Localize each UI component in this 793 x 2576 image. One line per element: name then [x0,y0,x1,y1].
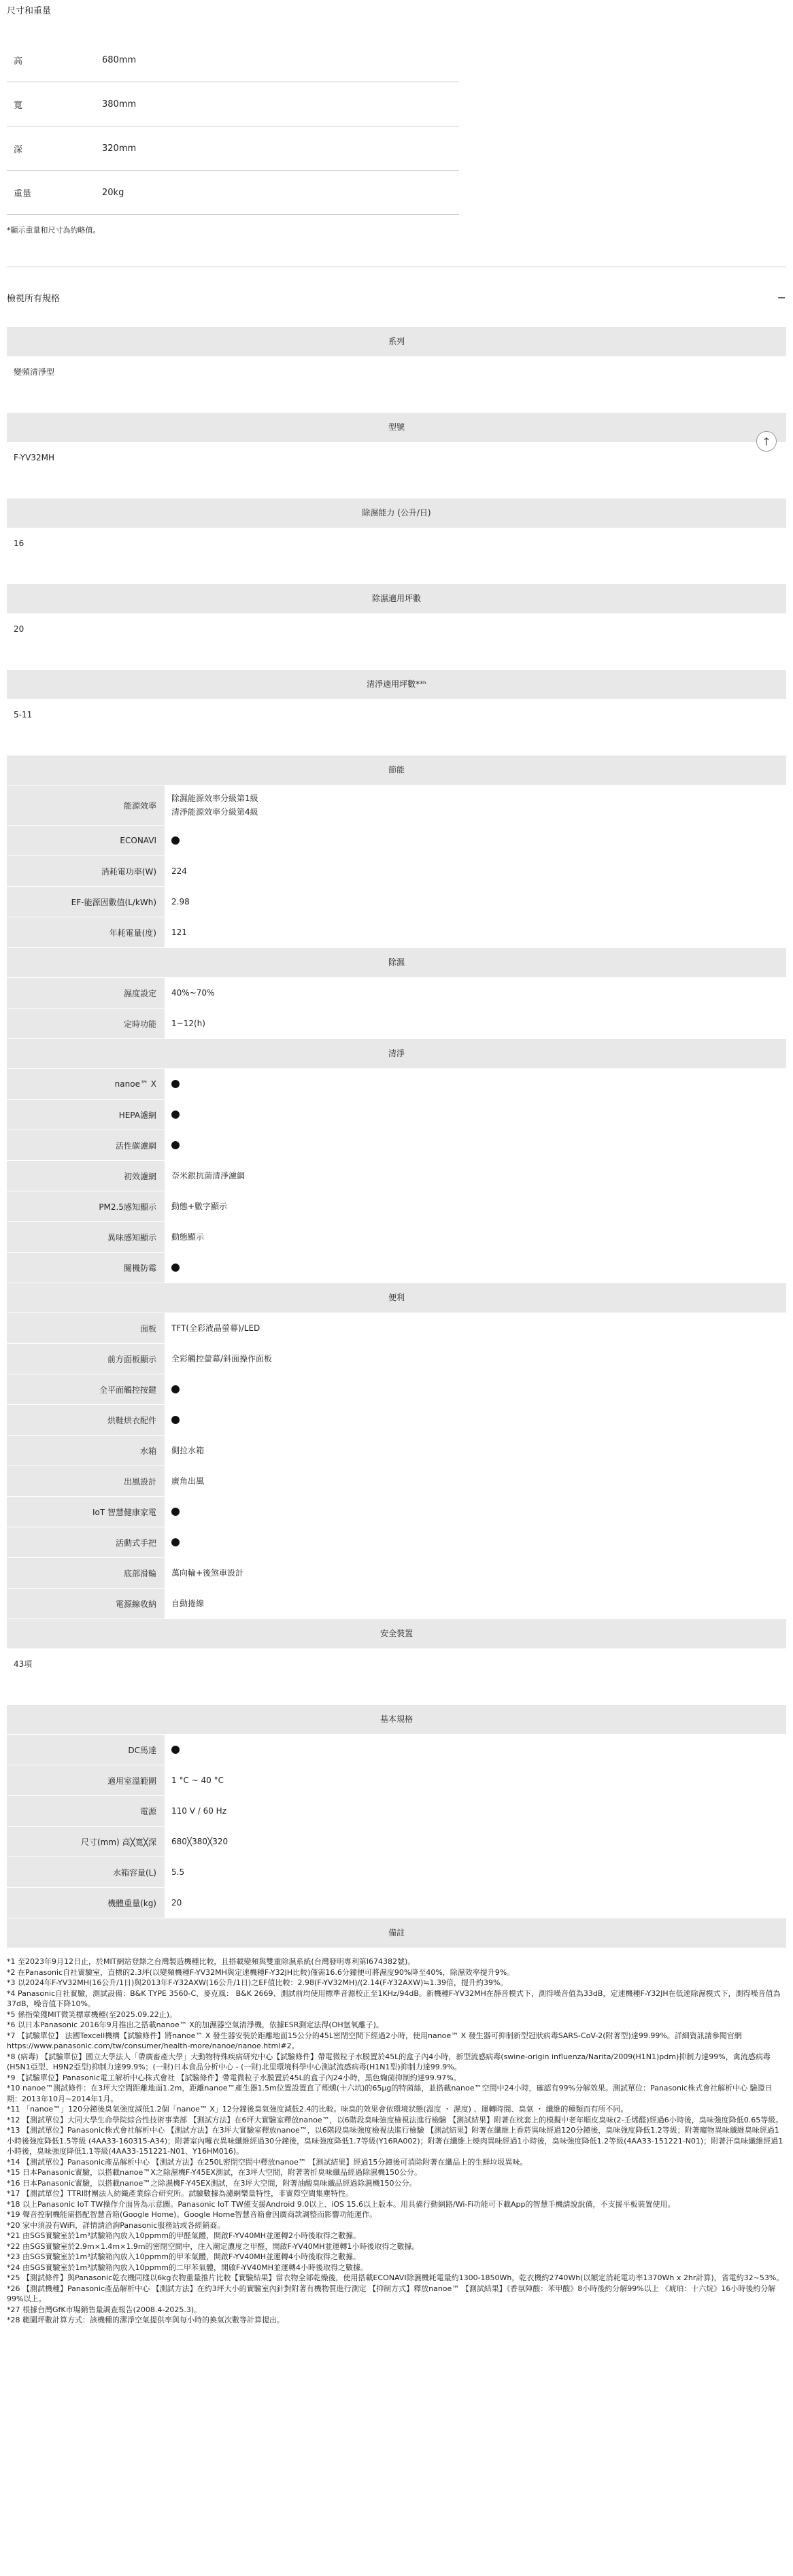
spec-value: 側拉水箱 [171,1446,205,1455]
section-header-safety: 安全裝置 [7,1619,786,1648]
spec-row [7,785,786,825]
spec-label: 全平面觸控按鍵 [7,1374,165,1404]
spec-label: 濕度設定 [7,978,165,1008]
spec-label: 適用室溫範圍 [7,1765,165,1795]
spec-label: 機體重量(kg) [7,1888,165,1918]
footnote-item: *20 家中須設有WiFi，詳情請洽詢Panasonic服務站或各經銷商。 [7,2220,225,2230]
dimension-value: 20kg [102,187,124,198]
footnote-item: *23 由SGS實驗室於1m³試驗箱內放入10ppmm的甲苯氣體，開啟F-YV40MH並運轉4小時後取得之數據。 [7,2252,360,2261]
spec-label: 能源效率 [7,785,165,825]
check-dot-icon [171,1141,180,1149]
spec-value: 224 [171,866,187,876]
dimension-value: 380mm [102,99,137,109]
dimension-label: 深 [14,144,23,155]
spec-value: 1~12(h) [171,1019,205,1028]
spec-value: 萬向輪+後煞車設計 [171,1568,244,1578]
spec-row [7,1344,786,1374]
spec-row [7,1253,786,1283]
spec-row [7,887,786,917]
spec-row [7,1857,786,1887]
spec-label: 消耗電功率(W) [7,856,165,886]
spec-accordion-header[interactable] [0,267,793,327]
spec-row [7,1796,786,1826]
back-to-top-button[interactable] [756,431,777,452]
spec-value: 680╳380╳320 [171,1837,229,1846]
check-dot-icon [171,1080,180,1088]
footnote-item: *14 【測試單位】Panasonic產品解析中心 【測試方法】在250L密閉空間中釋放nanoe™ 【測試結果】經過15分鐘後可消除附著在纖品上的生鮮垃圾異味。 [7,2157,528,2167]
section-header-model: 型號 [7,413,786,442]
check-dot-icon [171,1746,180,1754]
section-header-notes: 備註 [7,1918,786,1948]
spec-row [7,826,786,855]
spec-value: 20 [171,1898,182,1908]
spec-label: 初效濾網 [7,1161,165,1191]
spec-row [7,1589,786,1619]
footnote-item: *26 【測試機種】Panasonic產品解析中心 【測試方法】在約3坪大小的實驗室內針對附著有機物質進行測定 【抑制方式】釋放nanoe™ 【測試結果】《香氛陣酸：苯甲酸》8小時後約分解99%以上 《琥珀：十六烷》16小時後約分解99%以上。 [7,2284,776,2303]
spec-label: 活動式手把 [7,1527,165,1557]
section-header-energy: 節能 [7,756,786,785]
spec-label: 前方面板顯示 [7,1344,165,1374]
spec-label: 年耗電量(度) [7,917,165,947]
spec-label: 電源 [7,1796,165,1826]
spec-row [7,1374,786,1404]
section-header-purify: 清淨 [7,1039,786,1068]
spec-label: 底部滑輪 [7,1558,165,1588]
section-header-series: 系列 [7,327,786,356]
spec-row [7,1161,786,1191]
spec-row [7,1558,786,1588]
footnote-item: *11 「nanoe™」120分鐘後臭氣強度減低1.2個「nanoe™ X」12分鐘後臭氣強度減低2.4的比較。味臭的效果會依環境狀態(溫度 ・ 濕度) 、運轉時間、臭氣 ・ 纖維的種類而有所不同。 [7,2105,628,2114]
spec-label: ECONAVI [7,826,165,855]
section-header-dehumidify: 除濕 [7,948,786,977]
spec-label: 異味感知顯示 [7,1222,165,1252]
spec-label: 尺寸(mm) 高╳寬╳深 [7,1827,165,1857]
dimensions-note: *顯示重量和尺寸為約略值。 [7,226,101,235]
spec-row [7,978,786,1008]
spec-table [7,327,786,1948]
spec-value: 自動捲線 [171,1599,205,1608]
spec-value: 動態+數字顯示 [171,1202,228,1211]
spec-label: 電源線收納 [7,1589,165,1619]
dimensions-table [7,38,459,215]
dimension-row-weight [7,171,459,215]
section-header-dehumidify-capacity: 除濕能力 (公升/日) [7,498,786,528]
dimension-value: 680mm [102,54,137,65]
spec-row [7,1405,786,1435]
spec-label: PM2.5感知顯示 [7,1191,165,1221]
series-value: 變頻清淨型 [14,367,55,377]
spec-value: 全彩觸控螢幕/斜面操作面板 [171,1354,273,1363]
spec-value: 5.5 [171,1867,185,1877]
footnote-item: *1 至2023年9月12日止，於MIT網站登錄之台灣製造機種比較，且搭載變頻與雙重除濕系統(台灣發明專利第I674382號)。 [7,1957,416,1966]
dimension-label: 寬 [14,100,23,111]
dimension-label: 高 [14,56,23,67]
spec-row [7,1466,786,1496]
dehumidify-area-value: 20 [14,624,24,634]
spec-label: 水箱容量(L) [7,1857,165,1887]
dimension-value: 320mm [102,143,137,154]
check-dot-icon [171,1538,180,1546]
footnote-item: *12 【測試單位】大同大學生命學院綜合性技術事業部 【測試方法】在6坪大實驗室釋放nanoe™，以6階段臭味強度檢視法進行檢驗 【測試結果】附著在枕套上的模擬中老年順皮臭味(2-壬烯醛)經過6小時後，臭味強度降低0.65等級。 [7,2115,783,2124]
check-dot-icon [171,1111,180,1119]
spec-label: nanoe™ X [7,1069,165,1099]
spec-value: 動態顯示 [171,1232,205,1242]
dimension-row-height [7,38,459,82]
spec-row [7,1827,786,1857]
spec-row [7,1735,786,1765]
check-dot-icon [171,836,180,845]
footnotes [0,1948,793,2326]
dimension-label: 重量 [14,188,32,199]
spec-label: IoT 智慧健康家電 [7,1497,165,1527]
spec-label: 活性碳濾網 [7,1130,165,1160]
spec-value: 40%~70% [171,988,215,998]
footnote-item: *16 日本Panasonic實驗，以搭載nanoe™之除濕機F-Y45EX測試，在3坪大空間，附著油酸臭味纖品經過除濕機150公分。 [7,2178,417,2188]
spec-value: 110 V / 60 Hz [171,1806,227,1816]
spec-row [7,1100,786,1130]
spec-label: 關機防霉 [7,1253,165,1283]
spec-row [7,1191,786,1221]
spec-label: EF-能源因數值(L/kWh) [7,887,165,917]
footnote-item: *22 由SGS實驗室於2.9m×1.4m×1.9m的密閉空間中，注入潮定濃度之甲醛，開啟F-YV40MH並運轉1小時後取得之數據。 [7,2241,420,2251]
model-value: F-YV32MH [14,453,54,462]
spec-value: 1 °C ~ 40 °C [171,1776,224,1785]
spec-label: 烘鞋烘衣配件 [7,1405,165,1435]
footnote-item: *6 以日本Panasonic 2016年9月推出之搭載nanoe™ X的加濕器空氣清淨機，依據ESR測定法得(OH氫氧離子)。 [7,2020,384,2029]
check-dot-icon [171,1508,180,1516]
spec-row [7,1497,786,1527]
spec-row [7,856,786,886]
dimension-row-width [7,82,459,126]
footnote-item: *17 【測試單位】TTRI財團法人紡織產業綜合研究所。試驗數據為濾網樂量特性，非實際空間集塵特性。 [7,2189,354,2198]
arrow-up-icon: ↑ [762,435,771,448]
footnote-item: *19 聲音控制機能需搭配智慧音箱(Google Home)。Google Home智慧音箱會因廣商款調整而影響功能運作。 [7,2210,377,2219]
spec-value: 奈米銀抗菌清淨濾網 [171,1171,246,1181]
spec-label: 面板 [7,1313,165,1343]
spec-row [7,1130,786,1160]
footnote-item: *21 由SGS實驗室於1m³試驗箱內放入10ppmm的甲醛氣體，開啟F-YV40MH並運轉2小時後取得之數據。 [7,2231,360,2240]
footnote-item: *13 【測試單位】Panasonic株式會社解析中心 【測試方法】在3坪大實驗室釋放nanoe™，以6階段臭味強度檢視法進行檢驗 【測試結果】附著在纖維上香菸異味經過120分鐘後，臭味強度降低1.2等級；附著寵物異味纖維臭味經過1小時後強度降低1.5等級 (4AA33-160315-A34)；附著室內囉衣異味纖維經過30分鐘後，臭味強度降低1.7等級(Y16RA002)；附著在纖維上燒肉異味經過1小時後，臭味強度降低1.2等級(4AA33-151221-N01)；附著汗臭味纖維經過1小時後，臭味強度降低1.1等級(4AA33-151221-N01、Y16HM016)。 [7,2126,783,2156]
section-header-basic: 基本規格 [7,1705,786,1734]
check-dot-icon [171,1416,180,1424]
spec-value: 121 [171,928,187,937]
spec-row [7,1527,786,1557]
footnote-item: *3 以2024年F-YV32MH(16公升/1日)與2013年F-Y32AXW(16公升/1日)之EF值比較：2.98(F-YV32MH)/(2.14(F-Y32AXW)≒1.39倍，提升約39%。 [7,1978,508,1987]
section-header-dehumidify-area: 除濕適用坪數 [7,584,786,613]
footnote-item: *8 (病毒) 【試驗單位】國立大學法人「帶廣畜產大學」大動物特殊疾病研究中心【試驗條件】帶電微粒子水膜置於45L的盒子內4小時，新型流感病毒(swine-origin influenza/Narita/2009(H1N1)pdm)抑制力達99%，禽流感病毒(H5N1亞型、H9N2亞型)抑制力達99.9%；(一財)日本食品分析中心 - (一財)北里環境科學中心測試流感病毒(H1N1型)抑制力達99.9%。 [7,2052,771,2071]
check-dot-icon [171,1385,180,1393]
footnote-item: *15 日本Panasonic實驗，以搭載nanoe™X之除濕機F-Y45EX測試，在3坪大空間，附著著折臭味纖品經過除濕機150公分。 [7,2168,422,2177]
dehumidify-capacity-value: 16 [14,539,24,548]
section-header-convenience: 便利 [7,1283,786,1312]
spec-row [7,1009,786,1038]
spec-value: 廣角出風 [171,1476,205,1486]
footnote-item: *24 由SGS實驗室於1m³試驗箱內放入10ppmm的二甲苯氣體，開啟F-YV40MH並運轉4小時後取得之數據。 [7,2263,368,2272]
section-header-clean-area: 清淨適用坪數*³ʰ [7,670,786,699]
footnote-item: *25 【測試條件】與Panasonic乾衣機同樣以6kg衣物重量推片比較【實驗結果】當衣物全部乾燥後，使用搭載ECONAVI除濕機耗電量約1300-1850Wh，乾衣機約2740Wh(以額定消耗電功率1370Wh x 2hr計算)，省電約32~53%。 [7,2273,784,2282]
footnote-item: *9 【試驗單位】Panasonic電工解析中心株式會社 【試驗條件】帶電微粒子水膜置於45L的盒子內24小時，黑色麴菌抑制約達99.97%。 [7,2073,461,2082]
footnote-item: *27 根據台灣GfK市場銷售量調查報告(2008.4-2025.3)。 [7,2305,202,2314]
spec-label: 水箱 [7,1436,165,1465]
footnote-item: *4 Panasonic自社實驗，測試設備：B&K TYPE 3560-C、麥克風： B&K 2669、測試前均使用標準音源校正至1KHz/94dB。新機種F-YV32MH在靜音模式下，測得噪音值為33dB，定速機種F-Y32JH在低速除濕模式下，測得噪音值為37dB，噪音值下降10%。 [7,1988,781,2008]
dimensions-title: 尺寸和重量 [7,6,52,16]
spec-row [7,1313,786,1343]
spec-row [7,1888,786,1918]
footnote-item: *5 係指榮獲MIT微笑標章機種(至2025.09.22止)。 [7,2010,178,2019]
spec-title: 檢視所有規格 [7,293,61,304]
spec-value: TFT(全彩液晶螢幕)/LED [171,1323,260,1333]
footnote-item: *2 在Panasonic自社實驗室，直標的2.3坪(以變頻機種F-YV32MH與定速機種F-Y32JH比較)僅需16.6分鐘便可將濕度90%降至40%，除濕效率提升9%。 [7,1967,515,1977]
safety-value: 43項 [14,1659,33,1669]
footnote-item: *18 以上Panasonic IoT TW操作介面皆為示意圖。Panasonic IoT TW僅支援Android 9.0以上、iOS 15.6以上版本。用具備行動網路/Wi-Fi功能可下載App的智慧手機請說說備，不支援平板裝置使用。 [7,2199,675,2209]
spec-row [7,1765,786,1795]
footnote-item: *10 nanoe™測試條件：在3坪大空間距離地面1.2m，距離nanoe™產生器1.5m位置設置直了煙燻(十六坑)的65μg的特菌絲，並搭載nanoe™空間中24小時，確認有99%分解效果。測試單位：Panasonic株式會社解析中心 驗證日期：2013年10月~2014年1月。 [7,2084,773,2103]
spec-label: HEPA濾網 [7,1100,165,1130]
spec-row [7,1436,786,1465]
check-dot-icon [171,1264,180,1272]
spec-value: 除濕能源效率分級第1級 清淨能源效率分級第4級 [171,794,258,817]
footnote-item: *7 【試驗單位】 法國Texcell機構【試驗條件】將nanoe™ X 發生器安裝於距離地面15公分的45L密閉空間下經過2小時，使用nanoe™ X 發生器可抑制新型冠狀病毒SARS-CoV-2(附著型)達99.99%。詳細資訊請參閱官網https://www.panasonic.com/tw/consumer/health-more/nanoe/nanoe.html#2。 [7,2031,742,2050]
footnote-item: *28 範圍坪數計算方式：該機種的潔淨空氣提供率與每小時的換氣次數等計算提出。 [7,2316,284,2324]
spec-label: DC馬達 [7,1735,165,1765]
spec-label: 定時功能 [7,1009,165,1038]
spec-value: 2.98 [171,897,190,906]
minus-icon[interactable]: − [777,290,786,304]
spec-row [7,1069,786,1099]
clean-area-value: 5-11 [14,710,33,719]
spec-row [7,1222,786,1252]
dimension-row-depth [7,126,459,171]
spec-label: 出風設計 [7,1466,165,1496]
spec-row [7,917,786,947]
